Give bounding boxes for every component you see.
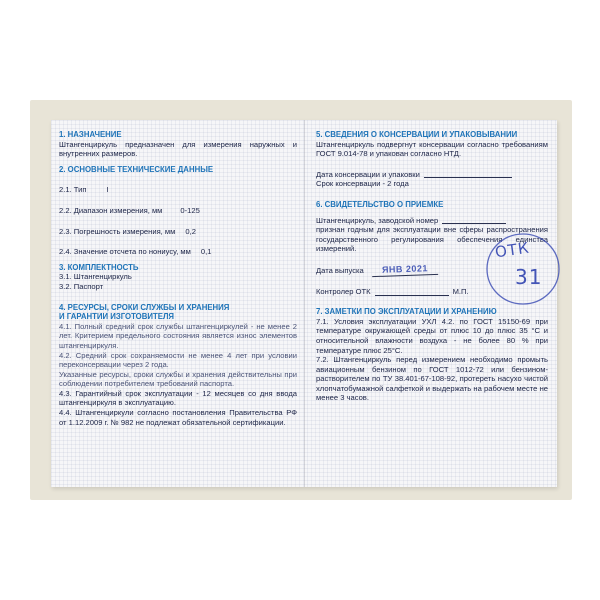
section-4-title: 4. РЕСУРСЫ, СРОКИ СЛУЖБЫ И ХРАНЕНИЯ (59, 302, 230, 312)
conservation-date-label: Дата консервации и упаковки (316, 169, 420, 179)
section-4-p4: 4.3. Гарантийный срок эксплуатации - 12 месяцев со дня ввода штангенциркуля в эксплуатацию. (59, 388, 297, 408)
left-column (59, 130, 297, 427)
qc-stamp-text: ОТК (493, 238, 531, 262)
spec-value: 0-125 (180, 205, 200, 215)
section-5-title: 5. СВЕДЕНИЯ О КОНСЕРВАЦИИ И УПАКОВЫВАНИИ (316, 130, 518, 139)
serial-row (316, 216, 548, 226)
section-4-title-cont: И ГАРАНТИИ ИЗГОТОВИТЕЛЯ (59, 312, 175, 322)
section-1-title: 1. НАЗНАЧЕНИЕ (59, 130, 122, 139)
spec-row-type (59, 185, 297, 195)
qc-stamp-number: 31 (515, 265, 543, 289)
passport-card (51, 120, 557, 487)
spec-row-error (59, 227, 297, 237)
section-7-p1: 7.1. Условия эксплуатации УХЛ 4.2. по ГОСТ 15150-69 при температуре окружающей среды от плюс 10 до плюс 35 °С и относительной влажности воздуха - не более 80 % при температуре плюс 25°С. (316, 316, 548, 355)
spec-row-range (59, 206, 297, 216)
section-3-title: 3. КОМПЛЕКТНОСТЬ (59, 262, 139, 272)
section-7-title: 7. ЗАМЕТКИ ПО ЭКСПЛУАТАЦИИ И ХРАНЕНИЮ (316, 307, 497, 317)
spec-label: 2.3. Погрешность измерения, мм (59, 226, 176, 236)
kit-item: 3.2. Паспорт (59, 281, 104, 291)
spec-value: 0,1 (200, 247, 212, 257)
section-1-text: Штангенциркуль предназначен для измерения наружных и внутренних размеров. (59, 139, 297, 159)
serial-line (442, 216, 506, 224)
spec-label: 2.1. Тип (59, 185, 87, 195)
serial-label: Штангенциркуль, заводской номер (316, 215, 439, 225)
conservation-date-row (316, 170, 548, 180)
fold-line (304, 120, 305, 487)
spec-row-vernier (59, 247, 297, 257)
section-7-p2: 7.2. Штангенциркуль перед измерением необходимо промыть авиационным бензином по ГОСТ 1012-72 или бензином-растворителем по ТУ 38.401-67-108-92, протереть насухо чистой хлопчатобумажной салфеткой и выдержать на рабочем месте не менее 3 часов. (316, 355, 548, 403)
seal-label: М.П. (452, 286, 469, 296)
section-2-title: 2. ОСНОВНЫЕ ТЕХНИЧЕСКИЕ ДАННЫЕ (59, 164, 214, 174)
section-4-p2: 4.2. Средний срок сохраняемости не менее 4 лет при условии переконсервации через 2 года. (59, 350, 297, 370)
conservation-date-line (424, 170, 512, 178)
qc-stamp (483, 229, 563, 309)
spec-label: 2.4. Значение отсчета по нониусу, мм (59, 247, 191, 257)
spec-value: I (106, 185, 109, 195)
conservation-period: Срок консервации - 2 года (316, 179, 409, 189)
section-4-p3: Указанные ресурсы, сроки службы и хранения действительны при соблюдении потребителем требований паспорта. (59, 369, 297, 389)
section-4-p1: 4.1. Полный средний срок службы штангенциркулей - не менее 2 лет. Критерием предельного состояния является износ элементов штангенциркуля. (59, 321, 297, 350)
kit-item: 3.1. Штангенциркуль (59, 272, 132, 282)
controller-line (375, 288, 449, 296)
issue-date-label: Дата выпуска (316, 265, 364, 275)
section-5-text: Штангенциркуль подвергнут консервации согласно требованиям ГОСТ 9.014-78 и упакован согласно НТД. (316, 139, 548, 159)
section-4-p5: 4.4. Штангенциркули согласно постановления Правительства РФ от 1.12.2009 г. № 982 не подлежат обязательной сертификации. (59, 408, 297, 427)
section-6-title: 6. СВИДЕТЕЛЬСТВО О ПРИЕМКЕ (316, 199, 444, 209)
spec-value: 0,2 (185, 226, 196, 236)
issue-date-stamp: ЯНВ 2021 (372, 264, 438, 277)
section-6-text: признан годным для эксплуатации вне сферы распространения государственного регулирования обеспечения единства измерений. (316, 225, 548, 254)
spec-label: 2.2. Диапазон измерения, мм (59, 205, 163, 215)
controller-label: Контролер ОТК (316, 286, 371, 296)
